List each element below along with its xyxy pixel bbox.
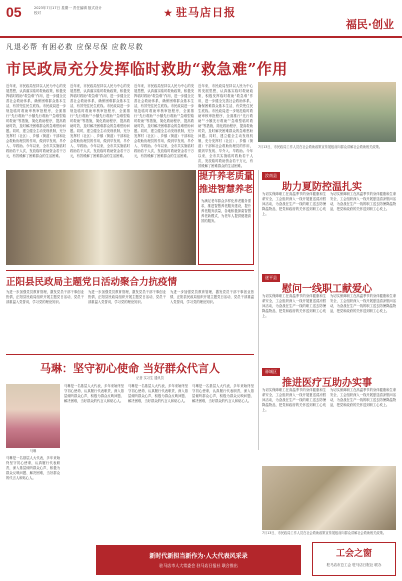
issue-meta: 2023年7月17日 星期一 责任编辑 版式设计 校对: [34, 6, 102, 15]
newspaper-logo: ★ 驻马店日报: [163, 6, 237, 19]
main-headline: 市民政局充分发挥临时救助“救急难”作用: [6, 60, 288, 78]
side-body-3a: 为切实保障职工在高温季节的身体健康和生命安全，工会组织深入一线开展夏送清凉慰问活动，为奋战在生产一线的职工送去防暑降温物品，把党和政府的关怀送到职工心坎上。: [262, 388, 326, 412]
side-tag-1: 汝南县: [262, 172, 280, 180]
feature-byline: 记者 实习生 通讯员: [136, 376, 164, 380]
feature-col-1: 马琳是一名基层人大代表，多年来始终坚守初心使命，认真履行代表职责，深入基层倾听群众心声，积极为群众反映问题、解决困难，当好群众的代言人和贴心人。: [6, 456, 60, 480]
npc-deputy-banner: [96, 545, 301, 575]
side-body-1a: 为切实保障职工在高温季节的身体健康和生命安全，工会组织深入一线开展夏送清凉慰问活动，为奋战在生产一线的职工送去防暑降温物品，把党和政府的关怀送到职工心坎上。: [262, 192, 326, 216]
feature-headline: 马琳：坚守初心使命 当好群众代言人: [40, 362, 220, 375]
slogan: 凡退必帮 有困必救 应保尽保 应救尽救: [6, 43, 144, 51]
top-right-photo-caption: 7月13日，市民政局工作人员在社会救助政策宣传展板前向群众讲解社会救助相关政策。: [258, 145, 383, 149]
smart-elderly-care-box: [198, 170, 254, 265]
portrait-photo: [6, 384, 60, 448]
feature-col-2: 马琳是一名基层人大代表，多年来始终坚守初心使命，认真履行代表职责，深入基层倾听群众心声，积极为群众反映问题、解决困难，当好群众的代言人和贴心人。: [64, 384, 124, 403]
side-title-3: 推进医疗互助办实事: [282, 378, 372, 389]
trade-union-title: 工会之窗: [335, 549, 372, 559]
lower-left-col-1: 为进一步加强党员教育管理，激发党员干部干事创业热情，正阳县民政局组织开展主题党日活动，党员干部重温入党誓词，学习党的理论知识。: [6, 290, 84, 304]
lower-right-photo-caption: 7月13日，市民政局工作人员在社会救助政策宣传展板前向群众讲解社会救助相关政策。: [262, 531, 387, 535]
section-divider-2: [6, 354, 254, 355]
trade-union-window-box: [312, 542, 396, 576]
section-title: 福民·创业: [345, 18, 394, 31]
main-photo: [6, 170, 196, 265]
side-body-3b: 为切实保障职工在高温季节的身体健康和生命安全，工会组织深入一线开展夏送清凉慰问活动，为奋战在生产一线的职工送去防暑降温物品，把党和政府的关怀送到职工心坎上。: [330, 388, 396, 407]
page-number: 05: [6, 4, 22, 20]
side-body-2b: 为切实保障职工在高温季节的身体健康和生命安全，工会组织深入一线开展夏送清凉慰问活动，为奋战在生产一线的职工送去防暑降温物品，把党和政府的关怀送到职工心坎上。: [330, 294, 396, 313]
side-title-1: 助力夏防控温扎实: [282, 182, 362, 193]
lower-right-photo: [262, 466, 396, 530]
banner-line-1: 新时代新担当新作为·人大代表风采录: [149, 553, 248, 560]
side-title-2: 慰问一线职工献爱心: [282, 284, 372, 295]
main-article-col-1: 近年来，市民政局坚持以人民为中心的发展思想，认真落实临时救助政策，积极发挥临时救助“救急难”作用，进一步健全完善社会救助体系，确保困难群众基本生活，有效兜住民生底线。市民政局进一步规范临时救助审核审批程序，全面推行“先行救助”“小额先行救助”“急难型临时救助”等措施，简化救助程序，提高救助时效，及时解决困难群众的急难愁盼问题。同时，建立健全主动发现机制，充分发挥村（社区）、乡镇（街道）干部和社会救助协理员的作用，做到早发现、早介入、早救助。今年以来，全市共实施临时救助若干人次，发放临时救助资金若干万元，有效缓解了困难群众的生活困难。: [6, 84, 66, 158]
trade-union-subtitle: 驻马店市总工会 驻马店日报社 联办: [326, 563, 382, 567]
main-article-col-2: 近年来，市民政局坚持以人民为中心的发展思想，认真落实临时救助政策，积极发挥临时救助“救急难”作用，进一步健全完善社会救助体系，确保困难群众基本生活，有效兜住民生底线。市民政局进一步规范临时救助审核审批程序，全面推行“先行救助”“小额先行救助”“急难型临时救助”等措施，简化救助程序，提高救助时效，及时解决困难群众的急难愁盼问题。同时，建立健全主动发现机制，充分发挥村（社区）、乡镇（街道）干部和社会救助协理员的作用，做到早发现、早介入、早救助。今年以来，全市共实施临时救助若干人次，发放临时救助资金若干万元，有效缓解了困难群众的生活困难。: [70, 84, 130, 158]
lower-left-col-3: 为进一步加强党员教育管理，激发党员干部干事创业热情，正阳县民政局组织开展主题党日活动，党员干部重温入党誓词，学习党的理论知识。: [170, 290, 254, 304]
top-right-photo: [258, 82, 396, 142]
page-header: [0, 0, 402, 38]
side-tag-2: 遂平县: [262, 274, 280, 282]
column-divider: [258, 170, 259, 450]
main-article-col-4: 近年来，市民政局坚持以人民为中心的发展思想，认真落实临时救助政策，积极发挥临时救助“救急难”作用，进一步健全完善社会救助体系，确保困难群众基本生活，有效兜住民生底线。市民政局进一步规范临时救助审核审批程序，全面推行“先行救助”“小额先行救助”“急难型临时救助”等措施，简化救助程序，提高救助时效，及时解决困难群众的急难愁盼问题。同时，建立健全主动发现机制，充分发挥村（社区）、乡镇（街道）干部和社会救助协理员的作用，做到早发现、早介入、早救助。今年以来，全市共实施临时救助若干人次，发放临时救助资金若干万元，有效缓解了困难群众的生活困难。: [198, 84, 253, 168]
overlay-title-1: 提升养老质量: [199, 172, 254, 182]
feature-col-4: 马琳是一名基层人大代表，多年来始终坚守初心使命，认真履行代表职责，深入基层倾听群众心声，积极为群众反映问题、解决困难，当好群众的代言人和贴心人。: [192, 384, 254, 403]
banner-line-2: 驻马店市人大常委会 驻马店日报社 联合推出: [159, 563, 238, 568]
side-body-2a: 为切实保障职工在高温季节的身体健康和生命安全，工会组织深入一线开展夏送清凉慰问活动，为奋战在生产一线的职工送去防暑降温物品，把党和政府的关怀送到职工心坎上。: [262, 294, 326, 318]
main-article-col-3: 近年来，市民政局坚持以人民为中心的发展思想，认真落实临时救助政策，积极发挥临时救助“救急难”作用，进一步健全完善社会救助体系，确保困难群众基本生活，有效兜住民生底线。市民政局进一步规范临时救助审核审批程序，全面推行“先行救助”“小额先行救助”“急难型临时救助”等措施，简化救助程序，提高救助时效，及时解决困难群众的急难愁盼问题。同时，建立健全主动发现机制，充分发挥村（社区）、乡镇（街道）干部和社会救助协理员的作用，做到早发现、早介入、早救助。今年以来，全市共实施临时救助若干人次，发放临时救助资金若干万元，有效缓解了困难群众的生活困难。: [134, 84, 194, 158]
section-divider-1: [6, 270, 254, 271]
portrait-caption: 马琳: [29, 449, 37, 453]
side-tag-3: 驿城区: [262, 368, 280, 376]
lower-left-col-2: 为进一步加强党员教育管理，激发党员干部干事创业热情，正阳县民政局组织开展主题党日活动，党员干部重温入党誓词，学习党的理论知识。: [88, 290, 166, 304]
lower-left-headline: 正阳县民政局主题党日活动聚合力抗疫情: [6, 277, 178, 288]
overlay-body: 为满足老年群众多样化养老服务需求，推进智慧养老服务建设，提升养老服务质量，各地积极探索智慧养老新模式，为老年人提供便捷高效的服务。: [201, 199, 251, 223]
feature-col-3: 马琳是一名基层人大代表，多年来始终坚守初心使命，认真履行代表职责，深入基层倾听群众心声，积极为群众反映问题、解决困难，当好群众的代言人和贴心人。: [128, 384, 188, 403]
star-icon: ★: [163, 9, 174, 19]
overlay-title-2: 推进智慧养老: [199, 185, 254, 195]
side-body-1b: 为切实保障职工在高温季节的身体健康和生命安全，工会组织深入一线开展夏送清凉慰问活动，为奋战在生产一线的职工送去防暑降温物品，把党和政府的关怀送到职工心坎上。: [330, 192, 396, 211]
